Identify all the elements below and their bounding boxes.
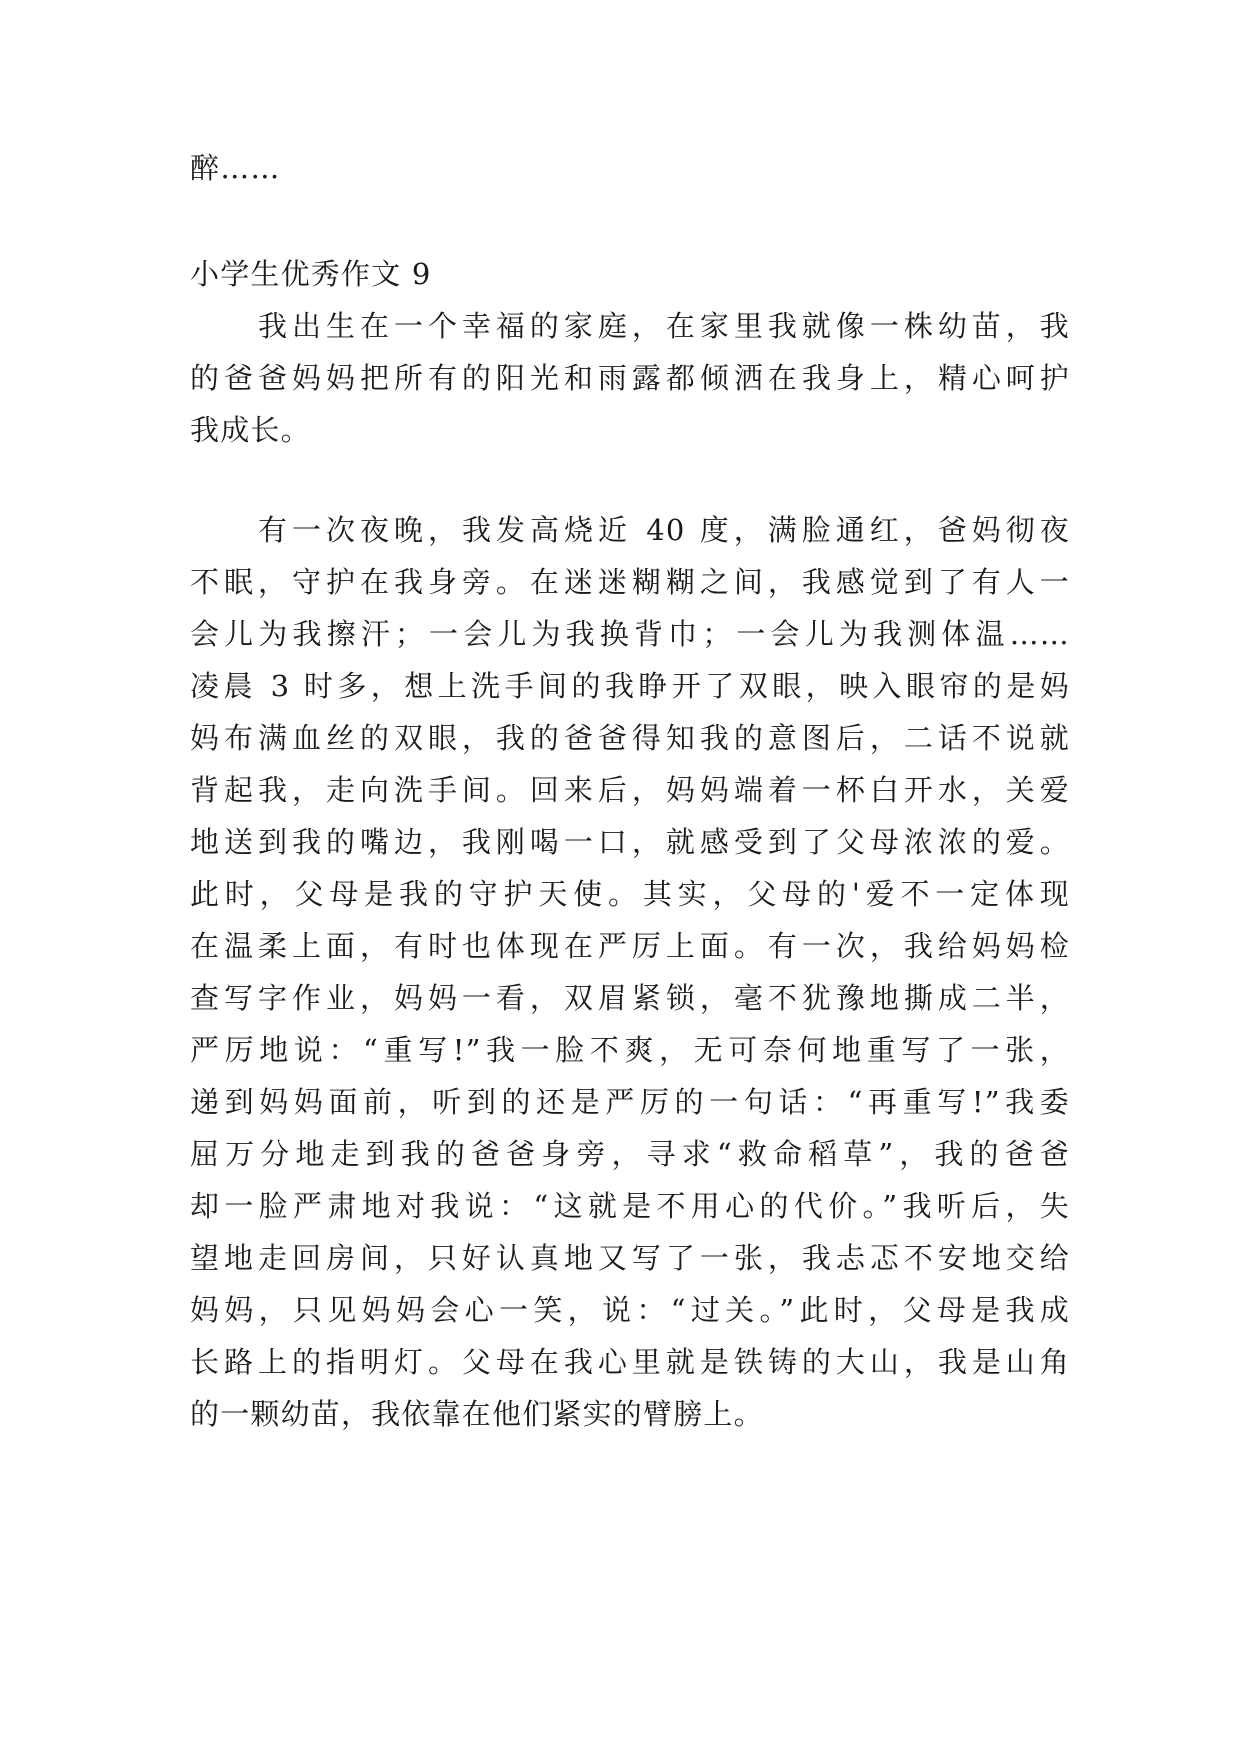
paragraph-line: 不眠，守护在我身旁。在迷迷糊糊之间，我感觉到了有人一 — [190, 565, 1070, 599]
paragraph-line: 严厉地说：“重写!”我一脸不爽，无可奈何地重写了一张， — [190, 1033, 1070, 1067]
paragraph-line: 背起我，走向洗手间。回来后，妈妈端着一杯白开水，关爱 — [190, 773, 1070, 807]
paragraph-line: 屈万分地走到我的爸爸身旁，寻求“救命稻草”，我的爸爸 — [190, 1137, 1070, 1171]
paragraph-line: 凌晨 3 时多，想上洗手间的我睁开了双眼，映入眼帘的是妈 — [190, 669, 1070, 703]
essay-heading: 小学生优秀作文 9 — [190, 257, 432, 291]
paragraph-line: 我出生在一个幸福的家庭，在家里我就像一株幼苗，我 — [258, 309, 1070, 343]
paragraph-line: 的一颗幼苗，我依靠在他们紧实的臂膀上。 — [190, 1397, 764, 1431]
paragraph-line: 的爸爸妈妈把所有的阳光和雨露都倾洒在我身上，精心呵护 — [190, 361, 1070, 395]
paragraph-line: 却一脸严肃地对我说：“这就是不用心的代价。”我听后，失 — [190, 1189, 1070, 1223]
continuation-text: 醉…… — [190, 151, 281, 185]
paragraph-line: 在温柔上面，有时也体现在严厉上面。有一次，我给妈妈检 — [190, 929, 1070, 963]
paragraph-line: 查写字作业，妈妈一看，双眉紧锁，毫不犹豫地撕成二半， — [190, 981, 1070, 1015]
paragraph-line: 递到妈妈面前，听到的还是严厉的一句话：“再重写!”我委 — [190, 1085, 1070, 1119]
paragraph-line: 望地走回房间，只好认真地又写了一张，我忐忑不安地交给 — [190, 1241, 1070, 1275]
paragraph-line: 会儿为我擦汗；一会儿为我换背巾；一会儿为我测体温…… — [190, 617, 1070, 651]
paragraph-line: 长路上的指明灯。父母在我心里就是铁铸的大山，我是山角 — [190, 1345, 1070, 1379]
paragraph-line: 此时，父母是我的守护天使。其实，父母的'爱不一定体现 — [190, 877, 1070, 911]
paragraph-line: 我成长。 — [190, 413, 311, 447]
paragraph-line: 地送到我的嘴边，我刚喝一口，就感受到了父母浓浓的爱。 — [190, 825, 1070, 859]
paragraph-line: 妈布满血丝的双眼，我的爸爸得知我的意图后，二话不说就 — [190, 721, 1070, 755]
paragraph-line: 有一次夜晚，我发高烧近 40 度，满脸通红，爸妈彻夜 — [258, 513, 1070, 547]
paragraph-line: 妈妈，只见妈妈会心一笑，说：“过关。”此时，父母是我成 — [190, 1293, 1070, 1327]
